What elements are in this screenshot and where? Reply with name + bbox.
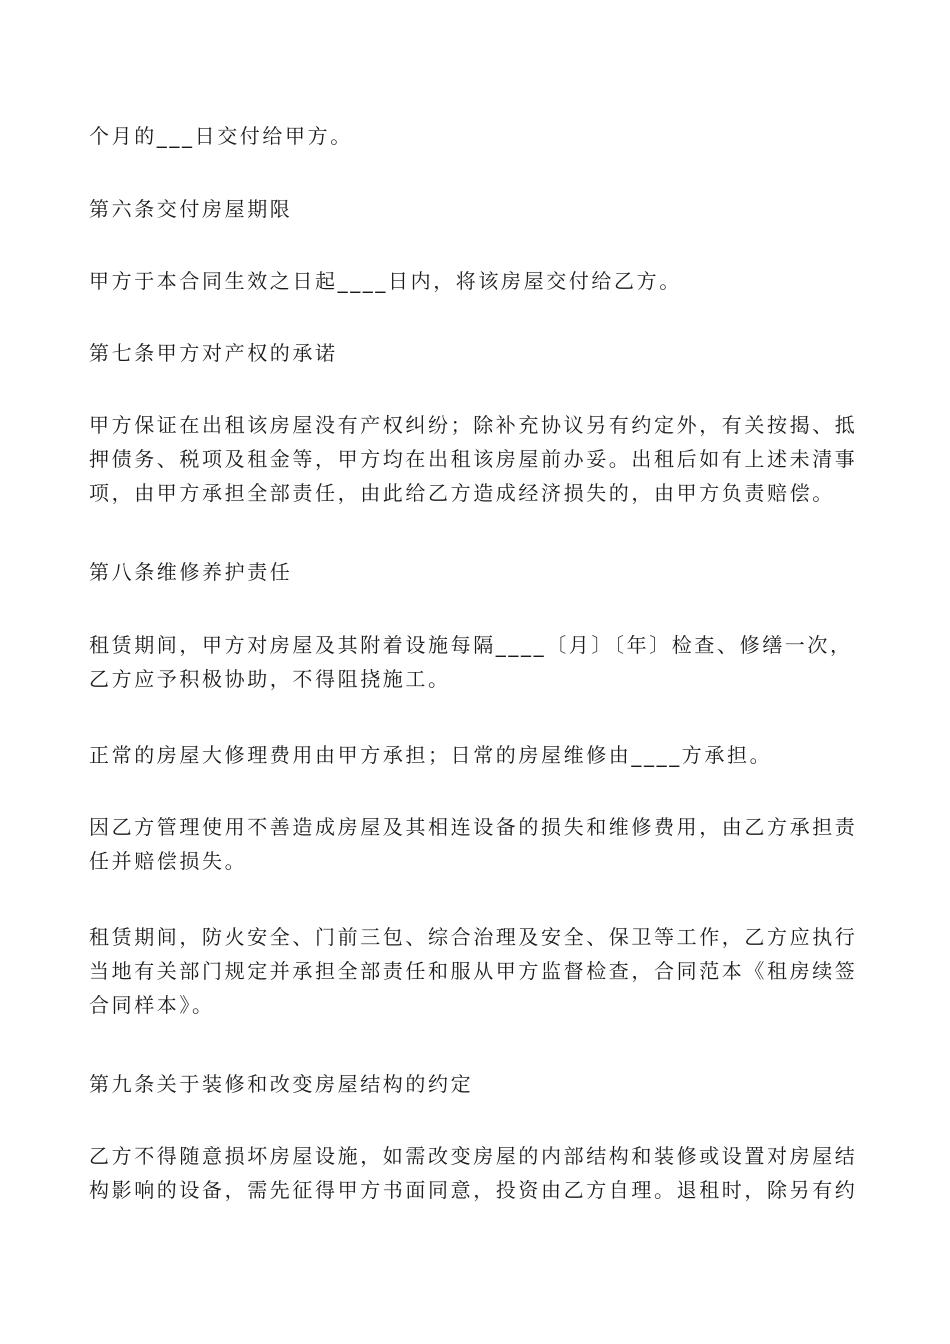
text-line: 乙方应予积极协助，不得阻挠施工。 (89, 667, 451, 691)
article-9-heading (89, 1067, 864, 1101)
paragraph-property-guarantee (89, 408, 864, 510)
paragraph-repair-costs (89, 738, 864, 772)
text-line: 租赁期间，防火安全、门前三包、综合治理及安全、保卫等工作，乙方应执行 (89, 925, 858, 949)
article-6-heading (89, 192, 864, 226)
text-line: 合同样本》。 (89, 993, 215, 1017)
paragraph-inspection (89, 628, 864, 696)
text-line: 正常的房屋大修理费用由甲方承担；日常的房屋维修由____方承担。 (89, 743, 773, 767)
text-line: 第九条关于装修和改变房屋结构的约定 (89, 1072, 474, 1096)
text-line: 甲方保证在出租该房屋没有产权纠纷；除补充协议另有约定外，有关按揭、抵 (89, 413, 858, 437)
text-line: 第八条维修养护责任 (89, 560, 293, 584)
text-line: 乙方不得随意损坏房屋设施，如需改变房屋的内部结构和装修或设置对房屋结 (89, 1144, 858, 1168)
text-line: 押债务、税项及租金等，甲方均在出租该房屋前办妥。出租后如有上述未清事 (89, 447, 858, 471)
text-line: 个月的___日交付给甲方。 (89, 124, 353, 148)
text-line: 甲方于本合同生效之日起____日内，将该房屋交付给乙方。 (89, 269, 682, 293)
text-line: 第六条交付房屋期限 (89, 197, 293, 221)
text-line: 因乙方管理使用不善造成房屋及其相连设备的损失和维修费用，由乙方承担责 (89, 815, 858, 839)
text-line: 构影响的设备，需先征得甲方书面同意，投资由乙方自理。退租时，除另有约 (89, 1178, 858, 1202)
paragraph-damage-liability (89, 810, 864, 878)
text-line: 租赁期间，甲方对房屋及其附着设施每隔____〔月〕〔年〕检查、修缮一次， (89, 633, 853, 657)
article-7-heading (89, 336, 864, 370)
text-line: 当地有关部门规定并承担全部责任和服从甲方监督检查，合同范本《租房续签 (89, 959, 858, 983)
text-line: 第七条甲方对产权的承诺 (89, 341, 338, 365)
text-line: 项，由甲方承担全部责任，由此给乙方造成经济损失的，由甲方负责赔偿。 (89, 481, 835, 505)
paragraph-renovation-rules (89, 1139, 864, 1207)
text-line: 任并赔偿损失。 (89, 849, 248, 873)
paragraph-delivery-term (89, 264, 864, 298)
article-8-heading (89, 555, 864, 589)
paragraph-payment-day (89, 119, 864, 153)
paragraph-safety-duties (89, 920, 864, 1022)
